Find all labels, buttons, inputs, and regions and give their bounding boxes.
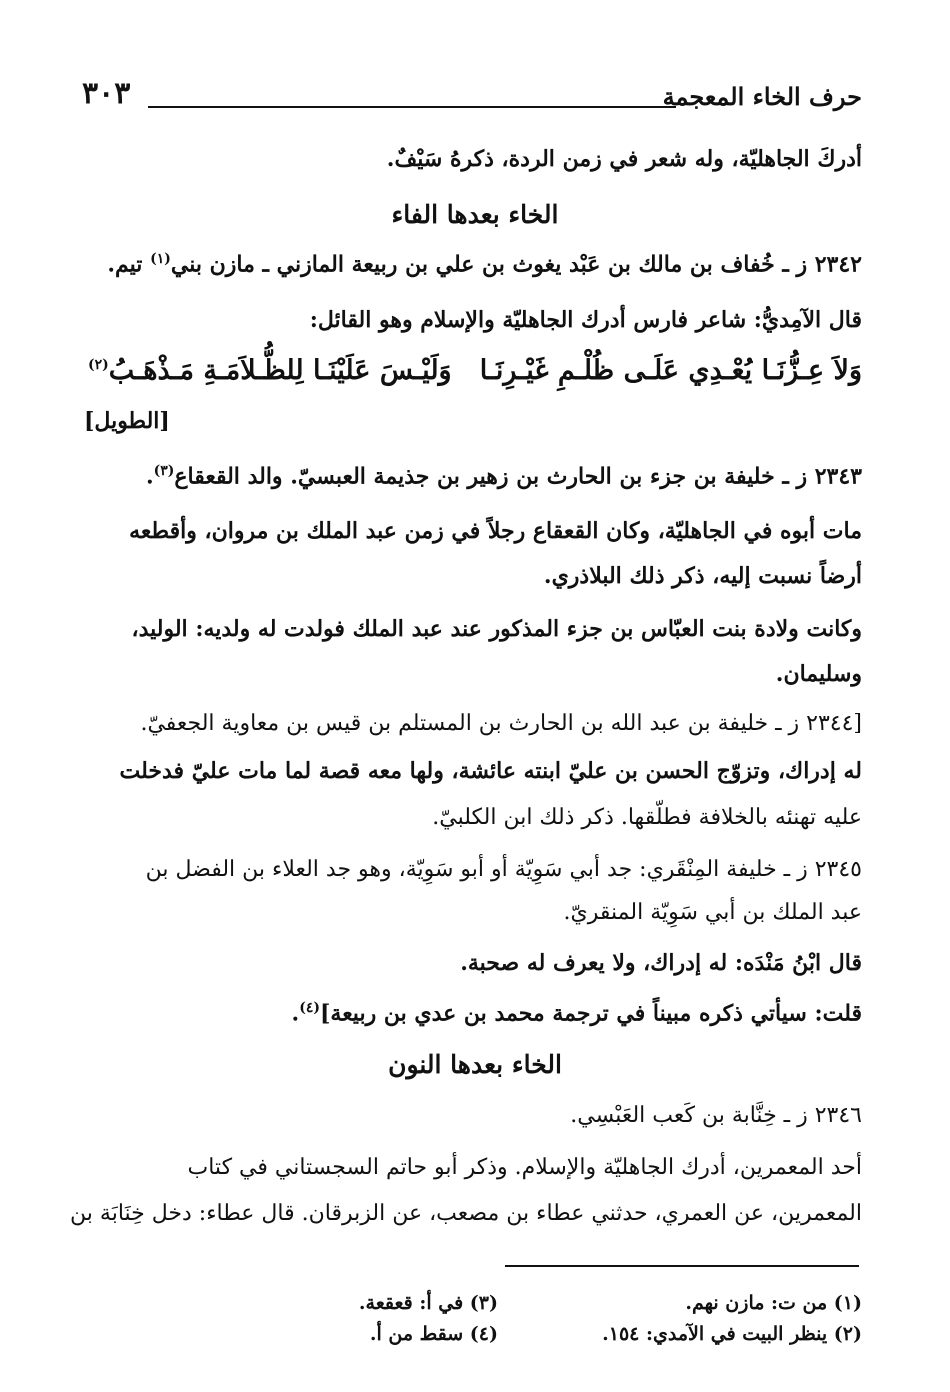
page-number: ٣٠٣ [82,76,131,111]
verse-text: وَلَيْـسَ عَلَيْنَـا لِلظُّـلاَمَـةِ مَـذْهَـبُ [108,355,452,386]
text-line: قال ابْنُ مَنْدَه: له إدراك، ولا يعرف له صحبة. [460,950,862,976]
text-line: قال الآمِديُّ: شاعر فارس أدرك الجاهليّة والإسلام وهو القائل: [309,307,862,333]
entry-2346: ٢٣٤٦ ز ـ خِنَّابة بن كَعب العَبْسِي. [570,1103,862,1128]
text-line [292,1000,862,1026]
verse-second-hemistich [88,355,452,386]
footnote-ref: (١) [150,251,171,267]
punctuation: . [145,463,154,490]
text-line: أدركَ الجاهليّة، وله شعر في زمن الردة، ذكرهُ سَيْفٌ. [386,146,862,172]
running-header: حرف الخاء المعجمة [662,82,862,111]
footnote: (٢) ينظر البيت في الآمدي: ١٥٤. [602,1323,862,1345]
entry-2342 [107,251,862,277]
punctuation: . [291,1000,300,1027]
verse-first-hemistich: وَلاَ عِـزُّنَـا يُعْـدِي عَلَـى ظُلْـمِ غَيْـرِنَـا [479,355,862,386]
meter-label: [الطويل] [84,408,170,434]
entry-text: ٢٣٤٣ ز ـ خليفة بن جزء بن الحارث بن زهير بن جذيمة العبسيّ. والد القعقاع [174,463,862,490]
text-line: المعمرين، عن العمري، حدثني عطاء بن مصعب، عن الزبرقان. قال عطاء: دخل خِنَابَة بن [70,1201,862,1226]
line-text: قلت: سيأتي ذكره مبيناً في ترجمة محمد بن عدي بن ربيعة] [319,1000,862,1027]
footnote-rule [505,1265,859,1267]
footnote-ref: (٣) [153,463,175,479]
entry-2345: ٢٣٤٥ ز ـ خليفة المِنْقَري: جد أبي سَوِيّة أو أبو سَوِيّة، وهو جد العلاء بن الفضل بن [145,857,862,882]
text-line: له إدراك، وتزوّج الحسن بن عليّ ابنته عائشة، ولها معه قصة لما مات عليّ فدخلت [119,758,862,784]
entry-text-cont: تيم. [107,251,143,278]
section-heading: الخاء بعدها الفاء [391,200,559,229]
section-heading: الخاء بعدها النون [388,1050,562,1079]
text-line: مات أبوه في الجاهليّة، وكان القعقاع رجلاً في زمن عبد الملك بن مروان، وأقطعه [129,518,862,544]
footnote-ref: (٤) [299,1000,320,1016]
text-line: أحد المعمرين، أدرك الجاهليّة والإسلام. وذكر أبو حاتم السجستاني في كتاب [187,1155,862,1180]
text-line: أرضاً نسبت إليه، ذكر ذلك البلاذري. [543,563,862,589]
footnote: (١) من ت: مازن نهم. [685,1292,862,1314]
footnote-ref: (٢) [88,357,109,373]
text-line: وسليمان. [775,661,862,687]
entry-2343 [146,463,862,489]
text-line: عبد الملك بن أبي سَوِيّة المنقريّ. [563,900,862,925]
entry-text: ٢٣٤٢ ز ـ خُفاف بن مالك بن عَبْد يغوث بن علي بن ربيعة المازني ـ مازن بني [170,251,862,278]
footnote: (٣) في أ: قعقعة. [358,1292,498,1314]
text-line: عليه تهنئه بالخلافة فطلّقها. ذكر ذلك ابن الكلبيّ. [432,805,862,830]
header-rule [148,106,676,108]
text-line: وكانت ولادة بنت العبّاس بن جزء المذكور عند عبد الملك فولدت له ولديه: الوليد، [131,616,862,642]
footnote: (٤) سقط من أ. [369,1323,498,1345]
entry-2344: [٢٣٤٤ ز ـ خليفة بن عبد الله بن الحارث بن المستلم بن قيس بن معاوية الجعفيّ. [140,711,862,736]
